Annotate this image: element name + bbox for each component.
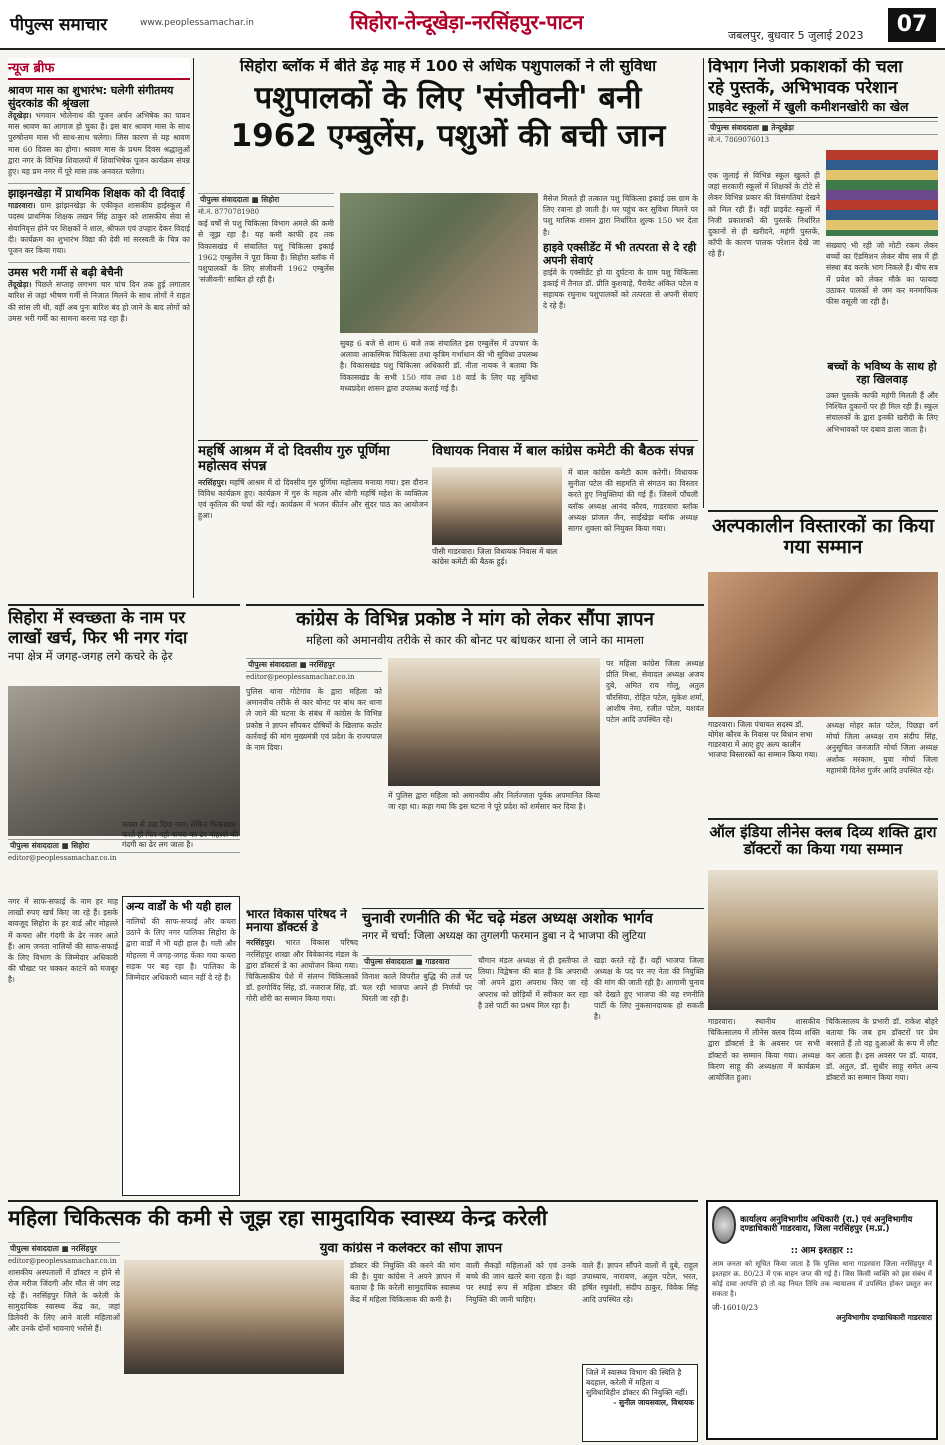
women-col-1 [8,1242,120,1442]
notice-ref: जी-16010/23 [712,1302,758,1312]
congress-photo [388,658,600,786]
masthead [0,0,945,50]
clean-box [122,896,240,1196]
honor-text: अध्यक्ष मोहर कांत पटेल, पिछड़ा वर्ग मोर्चा जिला अध्यक्ष राम संदीप सिंह, अनुसूचित जनजाति मोर्चा जिला अध्यक्ष अशोक मरकाम, युवा मोर्चा जिला महामंत्री दिनेश गुर्जर आदि उपस्थित रहे। [826,721,938,775]
youth-text-2: वाली सैकड़ों महिलाओं को एवं उनके बच्चे की जान खतरे बना रहता है। वहां पर स्थाई रूप से महिला डॉक्टर की नियुक्ति की जानी चाहिए। [466,1261,576,1304]
site-url[interactable]: www.peoplessamachar.in [140,18,254,28]
books-subhead: बच्चों के भविष्य के साथ हो रहा खिलवाड़ [827,360,937,386]
bvp-place: नरसिंहपुर। [246,938,275,948]
honor-story [708,510,938,815]
notice-sign: अनुविभागीय दण्डाधिकारी गाडरवारा [835,1312,932,1322]
clean-col-1 [8,896,118,1196]
election-deck: नगर में चर्चा: जिला अध्यक्ष का तुगलगी फरमान डुबा न दे भाजपा की लुटिया [362,929,646,942]
lead-subhead: हाइवे एक्सीडेंट में भी तत्परता से दे रही अपनी सेवाएं [543,240,697,267]
bvp-text [246,937,358,1004]
election-text-3: विनाश काले विपरीत बुद्धि की तर्ज पर चल रही भाजपा अपने ही निर्णयों पर घिरती जा रही है। [362,972,472,1004]
lead-text-1: कई वर्षों से पशु चिकित्सा विभाग अमले की कमी से जूझ रहा है। यह कमी काफी हद तक विकासखंड में संचालित पशु चिकित्सा इकाई 1962 एम्बुलेंस ने पूरा किया है। सिहोरा ब्लॉक में पशुपालकों के लिए संजीवनी 1962 एम्बुलेंस 'संजीवनी' साबित हो रही है। [198,219,334,285]
vidhayak-text: में बाल कांग्रेस कमेटी काम करेगी। विधायक सुनीता पटेल की सहमति से संगठन का विस्तार करते हुए नियुक्तियां की गई हैं। जिसमें पाँचली ब्लॉक अध्यक्ष आनंद कौरव, गाडरवारा ब्लॉक अध्यक्ष प्रांजल जैन, साईंखेड़ा ब्लॉक अध्यक्ष सागर शुक्ला को नियुक्त किया गया। [568,468,698,534]
public-notice-ad [706,1200,938,1440]
brief-body-3: पिछले सप्ताह लगभग चार पांच दिन तक हुई लगातार बारिश से जहां भीषण गर्मी से निजात मिलने के साथ लोगों ने राहत की सांस ली थी, वहीं अब पुनः बारिश बंद हो जाने के बाद लोगों को उमस भरी गर्मी का सामना करना पड़ रहा है। [8,280,190,323]
brief-title-2: झाझनखेड़ा में प्राथमिक शिक्षक को दी विदाई [8,183,190,200]
vidhayak-caption: पीसी गाडरवारा। जिला विधायक निवास में बाल कांग्रेस कमेटी की बैठक हुई। [432,547,558,566]
election-headline: चुनावी रणनीति की भेंट चढ़े मंडल अध्यक्ष अशोक भार्गव [362,911,653,927]
clean-email: editor@peoplessamachar.co.in [8,854,117,862]
books-text-2: संख्याएं भी रही जो मोटी रकम लेकर बच्चों का ऍडमिशन लेकर बीच सत्र में ही संस्था बंद करके भाग निकले हैं। बीच सत्र में प्रवेश को लेकर मौके का फायदा उठाकर पालकों से जम कर मनमाफिक फीस वसूली जा रही है। [826,241,938,307]
garbage-photo [8,686,240,836]
election-story [362,908,704,1198]
youth-text-1: डॉक्टर की नियुक्ति की करने की मांग की है। युवा कांग्रेस ने अपने ज्ञापन में बताया है कि करेली सामुदायिक स्वास्थ्य केंद्र में महिला चिकित्सक की कमी है। [350,1261,460,1304]
ashram-place: नरसिंहपुर। [198,477,227,487]
dateline: जबलपुर, बुधवार 5 जुलाई 2023 [728,29,864,42]
honor-headline: अल्पकालीन विस्तारकों का किया गया सम्मान [711,515,935,558]
congress-story [246,604,704,904]
lions-text-1: गाडरवारा। स्थानीय शासकीय चिकित्सालय में लीनेस क्लब दिव्य शक्ति द्वारा डॉक्टर्स डे के अवसर पर सभी डॉक्टरों का सम्मान किया गया। अध्यक्ष किरण साहू की अध्यक्षता में कार्यक्रम आयोजित हुआ। [708,1017,820,1083]
women-text: शासकीय अस्पतालों में डॉक्टर न होने से रोज मरीज जिंदगी और मौत से जंग लड़ रहे हैं। नरसिंहपुर जिले के करेली के सामुदायिक स्वास्थ्य केंद्र का, जहां डिलेवरी के लिए आने वाली महिलाओं और उनके दोनों भावनाएं भरोसे हैं। [8,1268,120,1334]
mla-quote-sign: - सुनील जायसवाल, विधायक [613,1398,694,1407]
notice-text: आम जनता को सूचित किया जाता है कि पुलिस थाना गाडरवारा जिला नरसिंहपुर में इश्तहार क्र. 80/23 में एक वाहन जप्त की गई है। जिस किसी व्यक्ति को इस संबंध में कोई दावा आपत्ति हो तो वह नियत तिथि तक न्यायालय में उपस्थित होकर प्रस्तुत कर सकता है। [712,1259,932,1298]
brief-text-3 [8,279,190,324]
books-photo [826,150,938,236]
congress-text-2: में पुलिस द्वारा महिला को अमानवीय और निर्लज्जता पूर्वक अपमानित किया जा रहा था। कहा गया कि इस घटना ने पूरे प्रदेश को शर्मसार कर दिया है। [388,791,600,812]
notice-title: कार्यालय अनुविभागीय अधिकारी (रा.) एवं अनुविभागीय दण्डाधिकारी गाडरवारा, जिला नरसिंहपुर (म.प्र.) [740,1214,913,1234]
clean-box-title: अन्य वार्डों के भी यही हाल [126,900,232,913]
mla-quote-box [582,1364,698,1442]
lead-col-1 [198,193,334,438]
honor-photo [708,572,938,717]
mla-quote-text: जिले में स्वास्थ्य विभाग की स्थिति है बदहाल, करेली में महिला व सुविधाविहीन डॉक्टर की नियुक्ति नहीं। [586,1368,688,1397]
column-rule [193,58,194,598]
lions-headline: ऑल इंडिया लीनेस क्लब दिव्य शक्ति द्वारा डॉक्टरों का किया गया सम्मान [709,823,937,858]
books-deck: प्राइवेट स्कूलों में खुली कमीशनखोरी का खेल [708,100,938,118]
brief-title-1: श्रावण मास का शुभारंभ: घलेगी संगीतमय सुंदरकांड की श्रृंखला [8,84,174,110]
lead-byline: पीपुल्स संवाददाता ■ सिहोरा [198,193,334,207]
lead-col-3 [543,193,698,438]
congress-text-3: पर महिला कांग्रेस जिला अध्यक्ष प्रीति मिश्रा, सेवादल अध्यक्ष अजय दुबे, अमित राय गोलू, अतुल चौरसिया, रोहित पटेल, मुकेश शर्मा, आशीष नेमा, रजीत पटेल, यशवंत पटेल आदि उपस्थित रहे। [606,659,704,725]
books-text-3: उक्त पुस्तकें काफी महंगी मिलती हैं और निश्चित दुकानों पर ही मिल रही हैं। स्कूल संचालकों के द्वारा इनकी खरीदी के लिए अभिभावकों पर दबाव डाला जाता है। [826,391,938,434]
bvp-headline: भारत विकास परिषद ने मनाया डॉक्टर्स डे [246,908,347,935]
youth-text-3: वाले हैं। ज्ञापन सौंपने वालों में दुबे, राहुल उपाध्याय, नारायण, अतुल पटेल, भरत, हर्षित रघुवंशी, संदीप ठाकुर, विवेक सिंह आदि उपस्थित रहे। [582,1261,698,1304]
brief-place-3: तेंदूखेड़ा। [8,280,32,290]
news-brief-column [8,58,190,608]
books-mob: मो.नं. 7869076013 [708,136,770,145]
news-brief-label: न्यूज ब्रीफ [8,58,190,80]
brief-body-2: ग्राम झांझनखेड़ा के एकीकृत शासकीय हाईस्कूल में पदस्थ प्राथमिक शिक्षक लखन सिंह ठाकुर को शासकीय सेवा से सेवानिवृत्त होने पर शिक्षकों ने शाल, श्रीफल एवं उपहार देकर विदाई दी। कार्यक्रम का शुभारंभ विद्या की देवी मां सरस्वती के चित्र का पूजन कर किया गया। [8,201,190,256]
lead-mob: मो.नं. 8770781980 [198,208,260,216]
lead-kicker: सिहोरा ब्लॉक में बीते डेढ़ माह में 100 से अधिक पशुपालकों ने ली सुविधा [239,58,657,75]
books-headline-2: रहे पुस्तकें, अभिभावक परेशान [708,77,898,98]
clean-headline-1: सिहोरा में स्वच्छता के नाम पर [8,608,186,627]
brief-place-2: गाडरवारा। [8,201,36,211]
clean-byline: पीपुल्स संवाददाता ■ सिहोरा [8,839,240,853]
vidhayak-photo [432,467,562,545]
election-text-2: खड़ा करते रहे हैं। वहीं भाजपा जिला अध्यक्ष के पद पर नए नेता की नियुक्ति की मांग की जाती रही है। आगामी चुनाव को देखते हुए भाजपा की यह रणनीति पार्टी के लिए नुकसानदायक हो सकती है। [594,956,704,1022]
lead-text-2: सुबह 6 बजे से शाम 6 बजे तक संचालित इस एम्बुलेंस में उपचार के अलावा आकस्मिक चिकित्सा तथा कृत्रिम गर्भाधान की भी सुविधा उपलब्ध है। विकासखंड पशु चिकित्सा अधिकारी डॉ. नीता नायक ने बताया कि विकासखंड के सभी 150 गांव तथा 18 वार्ड के लिए यह सुविधा मध्यप्रदेश शासन द्वारा उपलब्ध कराई गई है। [340,339,538,393]
bvp-body: भारत विकास परिषद नरसिंहपुर शाखा और विवेकानंद मंडल के द्वारा डॉक्टर्स डे का आयोजन किया गया। चिकित्सकीय पेशे में संलग्न चिकित्सकों डॉ. हरगोविंद सिंह, डॉ. नजराज सिंह, डॉ. गोरी शोरी का सम्मान किया गया। [246,938,358,1004]
column-rule-right [703,58,704,508]
women-headline: महिला चिकित्सक की कमी से जूझ रहा सामुदायिक स्वास्थ्य केन्द्र करेली [8,1206,548,1230]
lead-headline-1: पशुपालकों के लिए 'संजीवनी' बनी [254,80,642,117]
brief-text-1 [8,110,190,177]
lead-headline-2: 1962 एम्बुलेंस, पशुओं की बची जान [230,118,666,155]
women-email: editor@peoplessamachar.co.in [8,1257,117,1265]
clean-box-text: नालियों की साफ-सफाई और कचरा उठाने के लिए नगर पालिका सिहोरा के द्वारा वार्डों में भी यही हाल है। गली और मोहल्ला में जगह-जगह फेंका गया कचरा सड़क पर बह रहा है। पालिका के जिम्मेदार अधिकारी ध्यान नहीं दे रहे हैं। [126,917,236,983]
page-number: 07 [888,8,936,42]
vidhayak-story [432,440,698,600]
ashram-body: महर्षि आश्रम में दो दिवसीय गुरु पूर्णिमा महोत्सव मनाया गया। इस दौरान विविध कार्यक्रम हुए। कार्यक्रम में गुरु के महत्व और योगी महर्षि महेश के व्यक्तित्व एवं कृतित्व की चर्चा की गई। कार्यक्रम में भजन कीर्तन और सुंदर पाठ का आयोजन हुआ। [198,477,428,521]
congress-email: editor@peoplessamachar.co.in [246,673,355,681]
books-headline-1: विभाग निजी प्रकाशकों की चला [708,58,903,77]
women-headline-bar [8,1200,698,1240]
clean-text: नगर में साफ-सफाई के नाम हर माह लाखों रुपए खर्च किए जा रहे हैं। इसके बावजूद सिहोरा के हर वार्ड और मोहल्ले में कचरा और गंदगी के ढेर नजर आते हैं। आम जनता नालियों की साफ-सफाई के लिए विभाग के जिम्मेदार अधिकारी की चौखट पर चक्कर काटने को मजबूर है। [8,897,118,985]
edition-title: सिहोरा-तेन्दूखेड़ा-नरसिंहपुर-पाटन [350,10,584,34]
clean-headline-2: लाखों खर्च, फिर भी नगर गंदा [8,628,188,648]
brief-title-3: उमस भरी गर्मी से बढ़ी बेचैनी [8,262,190,279]
brand-logo: पीपुल्स समाचार [10,15,108,35]
brief-body-1: भगवान भोलेनाथ की पूजन अर्चन अभिषेक का पावन मास श्रावण का आगाज हो चुका है। इस बार श्रावण मास के साथ पुरुषोत्तम मास भी साथ-साथ चलेगा। जिस कारण से यह श्रावण मास 60 दिवस का होगा। श्रावण मास के प्रथम दिवस श्रद्धालुओं द्वारा नगर के विभिन्न शिवालयों में शिवाभिषेक पूजन कार्यक्रम संपन्न हुए। यह प्रम नगर में पूरे मास तक अनवरत चलेगा। [8,111,190,177]
youth-headline: युवा कांग्रेस ने कलेक्टर को सौंपा ज्ञापन [319,1242,503,1256]
vidhayak-headline: विधायक निवास में बाल कांग्रेस कमेटी की बैठक संपन्न [432,443,694,459]
lead-story [198,58,698,438]
women-byline: पीपुल्स संवाददाता ■ नरसिंहपुर [8,1242,120,1256]
lead-text-3: मैसेज मिलते ही तत्काल पशु चिकित्सा इकाई उस ग्राम के लिए रवाना हो जाती है। घर पहुंच कर सुविधा मिलने पर पशु मालिक शासन द्वारा निर्धारित शुल्क 150 भर देता है। [543,194,698,237]
congress-byline: पीपुल्स संवाददाता ■ नरसिंहपुर [246,658,382,672]
congress-deck: महिला को अमानवीय तरीके से कार की बोनट पर बांधकर थाना ले जाने का मामला [306,633,644,648]
books-text-1: एक जुलाई से विभिन्न स्कूल खुलते ही जहां सरकारी स्कूलों में शिक्षकों के टोटे से लेकर विभिन्न प्रकार की विसंगतियां देखने को मिल रही हैं। वहीं प्राइवेट स्कूलों में निजी प्रकाशकों की पुस्तकें निर्धारित दुकानों से ही खरीदने, महंगी पुस्तकें, कॉपी के कारण पालक परेशान देखे जा रहे हैं। [708,171,820,259]
books-story [708,58,938,508]
govt-emblem-icon [712,1206,736,1244]
congress-headline: कांग्रेस के विभिन्न प्रकोष्ठ ने मांग को लेकर सौंपा ज्ञापन [296,609,654,630]
youth-story [124,1242,698,1442]
youth-photo [124,1260,344,1374]
congress-text-1: पुलिस थाना गोटेगांव के द्वारा महिला को अमानवीय तरीके से कार बोनट पर बांध कर थाना ले जाने की घटना के संबंध में कांग्रेस के विभिन्न प्रकोष्ठ ने ज्ञापन सौंपकर दोषियों के खिलाफ कठोर कार्रवाई की मांग मुख्यमंत्री एवं प्रदेश के राज्यपाल के नाम दिया। [246,687,382,753]
notice-subtitle: :: आम इश्तहार :: [790,1246,854,1256]
lions-photo [708,870,938,1010]
clean-caption: कचरा से उठा दिया गया। लेकिन फिकाखत करते ही फिर वही कचरा का ढेर मोहल्ले की गंदगी का ढेर लग जाता है। [122,820,239,849]
ashram-headline: महर्षि आश्रम में दो दिवसीय गुरु पूर्णिमा महोत्सव संपन्न [198,443,390,474]
ashram-story [198,440,428,600]
lions-story [708,818,938,1198]
clean-caption-col [122,820,240,896]
ambulance-photo [340,193,538,333]
ashram-text [198,477,428,522]
lions-text-2: चिकित्सालय के प्रभारी डॉ. राकेश बोहरे बताया कि जब हम डॉक्टरों पर प्रेम बरसाते हैं तो वह दुआओं के रूप में लौट कर आता है। इस अवसर पर डॉ. यादव, डॉ. अतुल, डॉ. सुधीर साहू समेत अन्य डॉक्टरों का सम्मान किया गया। [826,1017,938,1083]
lead-text-4: हाईवे के एक्सीडेंट हो या दुर्घटना के ग्राम पशु चिकित्सा इकाई में तैनात डॉ. प्रीति कुशवाहे, पैरावेट अंकित पटेल व सहायक रघुनाथ पशुपालकों को तत्परता से अपनी सेवाएं दे रहे हैं। [543,267,698,311]
brief-text-2 [8,200,190,256]
brief-place-1: तेंदूखेड़ा। [8,111,32,120]
books-byline: पीपुल्स संवाददाता ■ तेन्दूखेड़ा [708,121,938,135]
honor-caption: गाडरवारा। जिला पंचायत सदस्य डॉ. योगेश कौरव के निवास पर विधान सभा गाडरवारा में आए हुए अल्प कालीन भाजपा विस्तारकों का सम्मान किया गया। [708,720,818,759]
election-byline: पीपुल्स संवाददाता ■ गाडरवारा [362,955,472,969]
bvp-story [246,908,358,1198]
clean-deck: नपा क्षेत्र में जगह-जगह लगे कचरे के ढ़ेर [8,649,173,664]
election-text-1: चौगान मंडल अध्यक्ष से ही इस्तीफा ले लिया। विद्वेषना की बात है कि अपराधी जो अपने द्वारा अपराध किए जा रहे अपराध को छोड़ियों में स्वीकार कर रहा है उसे पार्टी का प्रश्रय मिल रहा है। [478,956,588,1010]
